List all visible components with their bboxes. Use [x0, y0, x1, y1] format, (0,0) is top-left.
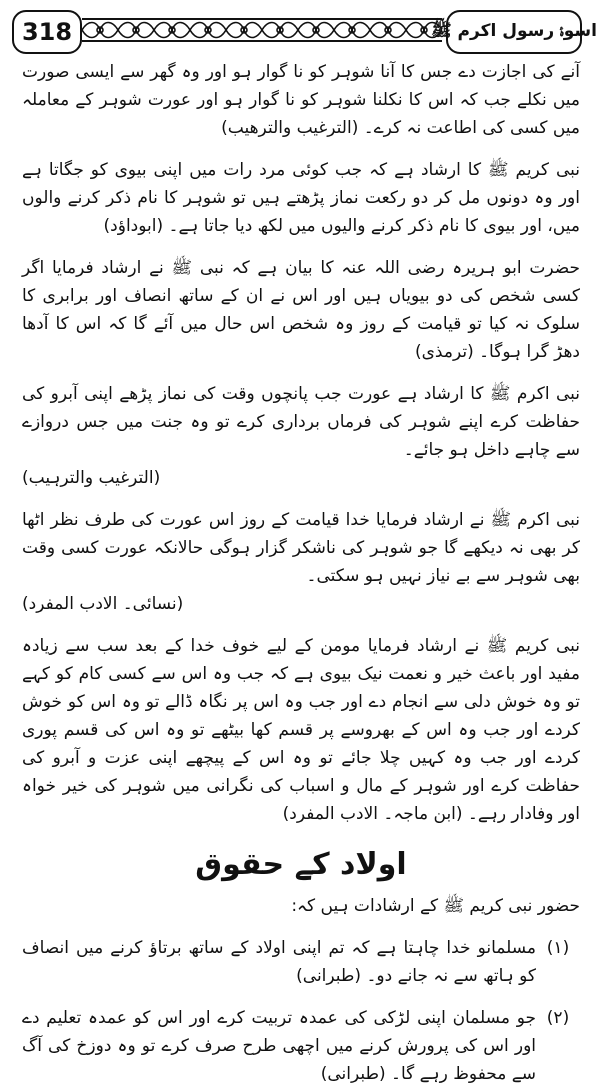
book-title: اسوۂ رسول اکرم ﷺ	[446, 10, 582, 54]
section-heading: اولاد کے حقوق	[195, 847, 407, 882]
list-item-text: جو مسلمان اپنی لڑکی کی عمدہ تربیت کرے اور اس کو عمدہ تعلیم دے اور اس کی پرورش کرنے میں اچھی طرح صرف کرے تو وہ دوزخ کی آگ سے محفوظ رہے گا۔ (طبرانی)	[22, 1008, 536, 1084]
paragraph: نبی اکرم ﷺ کا ارشاد ہے عورت جب پانچوں وقت کی نماز پڑھے اپنی آبرو کی حفاظت کرے اپنے شوہر کی فرماں برداری کرے تو وہ جنت میں جس دروازے سے چاہے داخل ہو جائے۔	[22, 384, 580, 460]
page-number: 318	[12, 10, 82, 54]
paragraph: نبی کریم ﷺ نے ارشاد فرمایا مومن کے لیے خوف خدا کے بعد سب سے زیادہ مفید اور باعث خیر و نعمت نیک بیوی ہے کہ جب وہ اس سے کسی کام کو کہے تو وہ خوش دلی سے انجام دے اور جب وہ اس پر نگاہ ڈالے تو وہ اس کو خوش کردے اور جب وہ اس کے بھروسے پر قسم کھا بیٹھے تو وہ اس کی قسم پوری کردے اور جب وہ کہیں چلا جائے تو وہ اس کے پیچھے اپنی عزت و آبرو کی حفاظت کرے اور شوہر کے مال و اسباب کی نگرانی میں شوہر کی خیر خواہ اور وفادار رہے۔ (ابن ماجہ۔ الادب المفرد)	[22, 636, 580, 824]
list-item-number: (۱)	[546, 938, 570, 958]
page-body	[22, 58, 580, 1088]
section-intro: حضور نبی کریم ﷺ کے ارشادات ہیں کہ:	[291, 896, 580, 916]
list-item-number: (۲)	[546, 1008, 570, 1028]
decorative-border-ornament	[82, 16, 442, 44]
list-item-text: مسلمانو خدا چاہتا ہے کہ تم اپنی اولاد کے ساتھ برتاؤ کرنے میں انصاف کو ہاتھ سے نہ جانے دو۔ (طبرانی)	[22, 938, 536, 986]
paragraph: حضرت ابو ہریرہ رضی اللہ عنہ کا بیان ہے کہ نبی ﷺ نے ارشاد فرمایا اگر کسی شخص کی دو بیویاں ہیں اور اس نے ان کے ساتھ انصاف اور برابری کا سلوک نہ کیا تو قیامت کے روز وہ شخص اس حال میں آئے گا کہ اس کا آدھا دھڑ گرا ہوگا۔ (ترمذی)	[22, 258, 580, 362]
list-item	[22, 934, 580, 990]
paragraph: نبی کریم ﷺ کا ارشاد ہے کہ جب کوئی مرد رات میں اپنی بیوی کو جگاتا ہے اور وہ دونوں مل کر دو رکعت نماز پڑھتے ہیں تو شوہر کا نام ذکر کرنے والوں میں، اور بیوی کا نام ذکر کرنے والیوں میں لکھ دیا جاتا ہے۔ (ابوداؤد)	[22, 160, 580, 236]
paragraph: نبی اکرم ﷺ نے ارشاد فرمایا خدا قیامت کے روز اس عورت کی طرف نظر اٹھا کر بھی نہ دیکھے گا جو شوہر کی ناشکر گزار ہوگی حالانکہ عورت کسی وقت بھی شوہر سے بے نیاز نہیں ہو سکتی۔	[22, 510, 580, 586]
page-header	[12, 10, 597, 54]
paragraph: آنے کی اجازت دے جس کا آنا شوہر کو نا گوار ہو اور وہ گھر سے ایسی صورت میں نکلے جب کہ اس کا نکلنا شوہر کو نا گوار ہو اور عورت شوہر کے معاملہ میں کسی کی اطاعت نہ کرے۔ (الترغیب والترھیب)	[22, 62, 580, 138]
citation: (الترغیب والترہیب)	[22, 468, 161, 488]
list-item	[22, 1004, 580, 1088]
citation: (نسائی۔ الادب المفرد)	[22, 594, 184, 614]
